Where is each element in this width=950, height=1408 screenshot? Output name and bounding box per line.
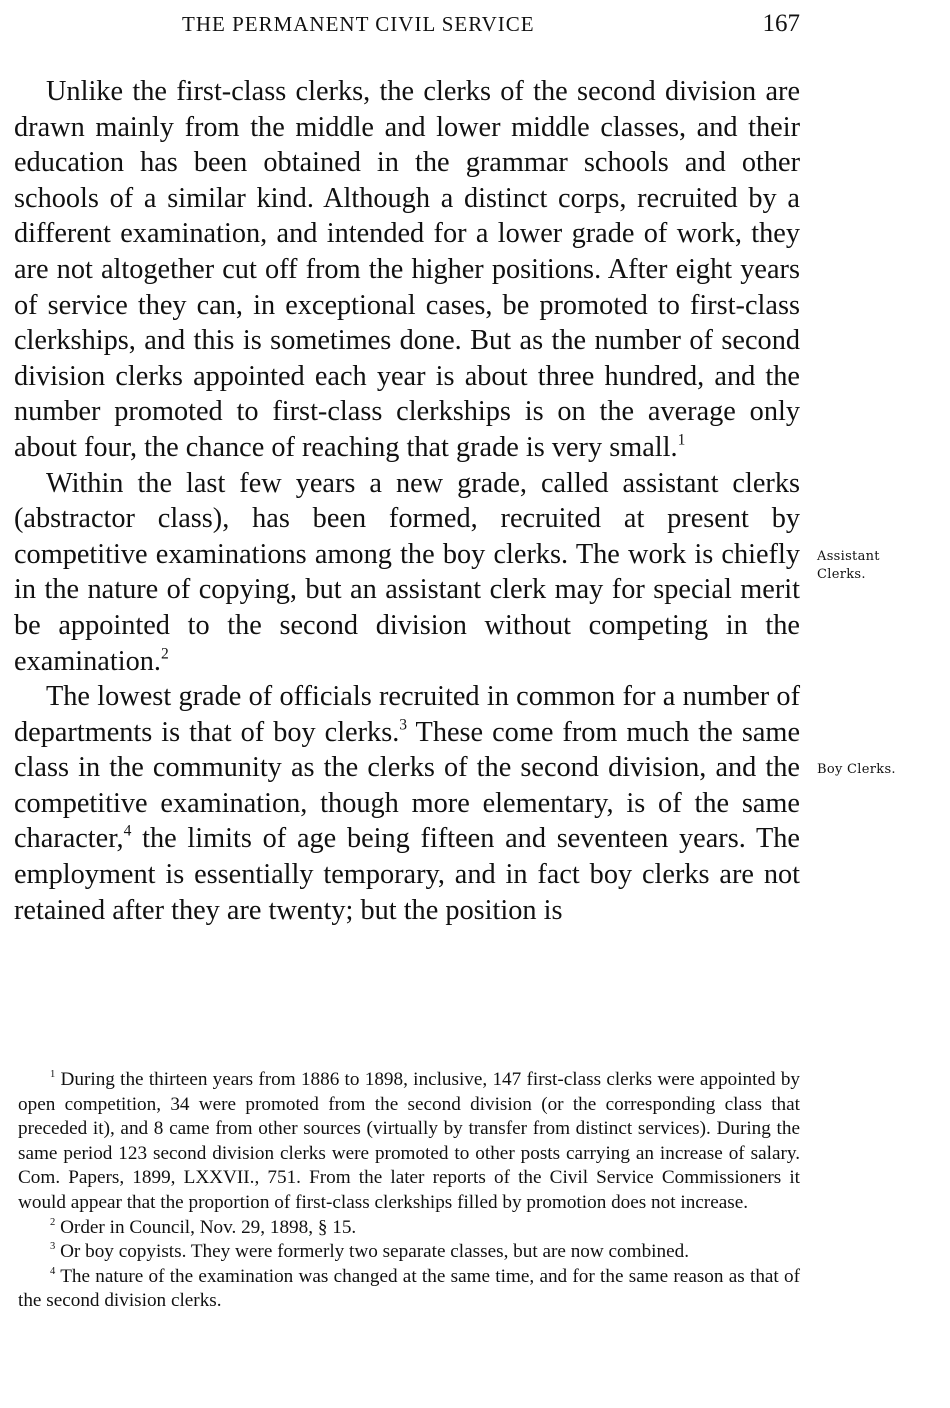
paragraph-boy-clerks	[14, 679, 800, 928]
footnote-2	[18, 1216, 800, 1241]
paragraph-text: Within the last few years a new grade, called assistant clerks (abstractor class), has been formed, recruited at present by competitive examinations among the boy clerks. The work is chiefly in the nature of copying, but an assistant clerk may for special merit be appointed to the second division without competing in the examination.	[14, 467, 800, 677]
paragraph-text: the limits of age being fifteen and seventeen years. The employment is essentially temporary, and in fact boy clerks are not retained after they are twenty; but the position is	[14, 823, 800, 926]
footnote-ref-3[interactable]: 3	[399, 716, 408, 734]
footnote-mark: 1	[50, 1069, 56, 1081]
footnote-ref-4[interactable]: 4	[123, 822, 132, 840]
footnote-text: Or boy copyists. They were formerly two separate classes, but are now combined.	[60, 1241, 689, 1263]
paragraph-text: Unlike the first-class clerks, the clerks of the second division are drawn mainly from the middle and lower middle classes, and their education has been obtained in the grammar schools and other schools of a similar kind. Although a distinct corps, recruited by a different examination, and intended for a lower grade of work, they are not altogether cut off from the higher positions. After eight years of service they can, in exceptional cases, be promoted to first-class clerkships, and this is sometimes done. But as the number of second division clerks appointed each year is about three hundred, and the number promoted to first-class clerkships is on the average only about four, the chance of reaching that grade is very small.	[14, 76, 800, 463]
running-title: THE PERMANENT CIVIL SERVICE	[182, 12, 535, 36]
footnote-3	[18, 1240, 800, 1265]
footnote-mark: 2	[50, 1216, 56, 1228]
page-number: 167	[762, 10, 800, 37]
paragraph-second-division	[14, 74, 800, 466]
body-text	[14, 74, 800, 928]
footnote-text: The nature of the examination was changed at the same time, and for the same reason as that of the second division clerks.	[18, 1265, 801, 1312]
footnote-mark: 3	[50, 1241, 56, 1253]
footnotes	[18, 1068, 800, 1314]
sidenote-boy-clerks: Boy Clerks.	[817, 762, 896, 777]
paragraph-text: These come from much the same class in the community as the clerks of the second division, and the competitive examination, though more elementary, is of the same character,	[14, 716, 801, 855]
sidenote-assistant-clerks: Assistant Clerks.	[817, 549, 880, 582]
paragraph-assistant-clerks	[14, 466, 800, 680]
paragraph-text: The lowest grade of officials recruited in common for a number of departments is that of boy clerks.	[14, 681, 800, 748]
footnote-4	[18, 1265, 800, 1314]
running-head	[14, 8, 800, 40]
footnote-text: During the thirteen years from 1886 to 1898, inclusive, 147 first-class clerks were appointed by open competition, 34 were promoted from the second division (or the corresponding class that preceded it), and 8 came from other sources (virtually by transfer from distinct services). During the same period 123 second division clerks were promoted to other posts carrying an increase of salary. Com. Papers, 1899, LXXVII., 751. From the later reports of the Civil Service Commissioners it would appear that the proportion of first-class clerkships filled by promotion does not increase.	[18, 1069, 801, 1213]
footnote-1	[18, 1068, 800, 1216]
footnote-ref-1[interactable]: 1	[677, 431, 686, 449]
footnote-text: Order in Council, Nov. 29, 1898, § 15.	[60, 1216, 357, 1238]
footnote-ref-2[interactable]: 2	[160, 644, 169, 662]
footnote-mark: 4	[50, 1265, 56, 1277]
